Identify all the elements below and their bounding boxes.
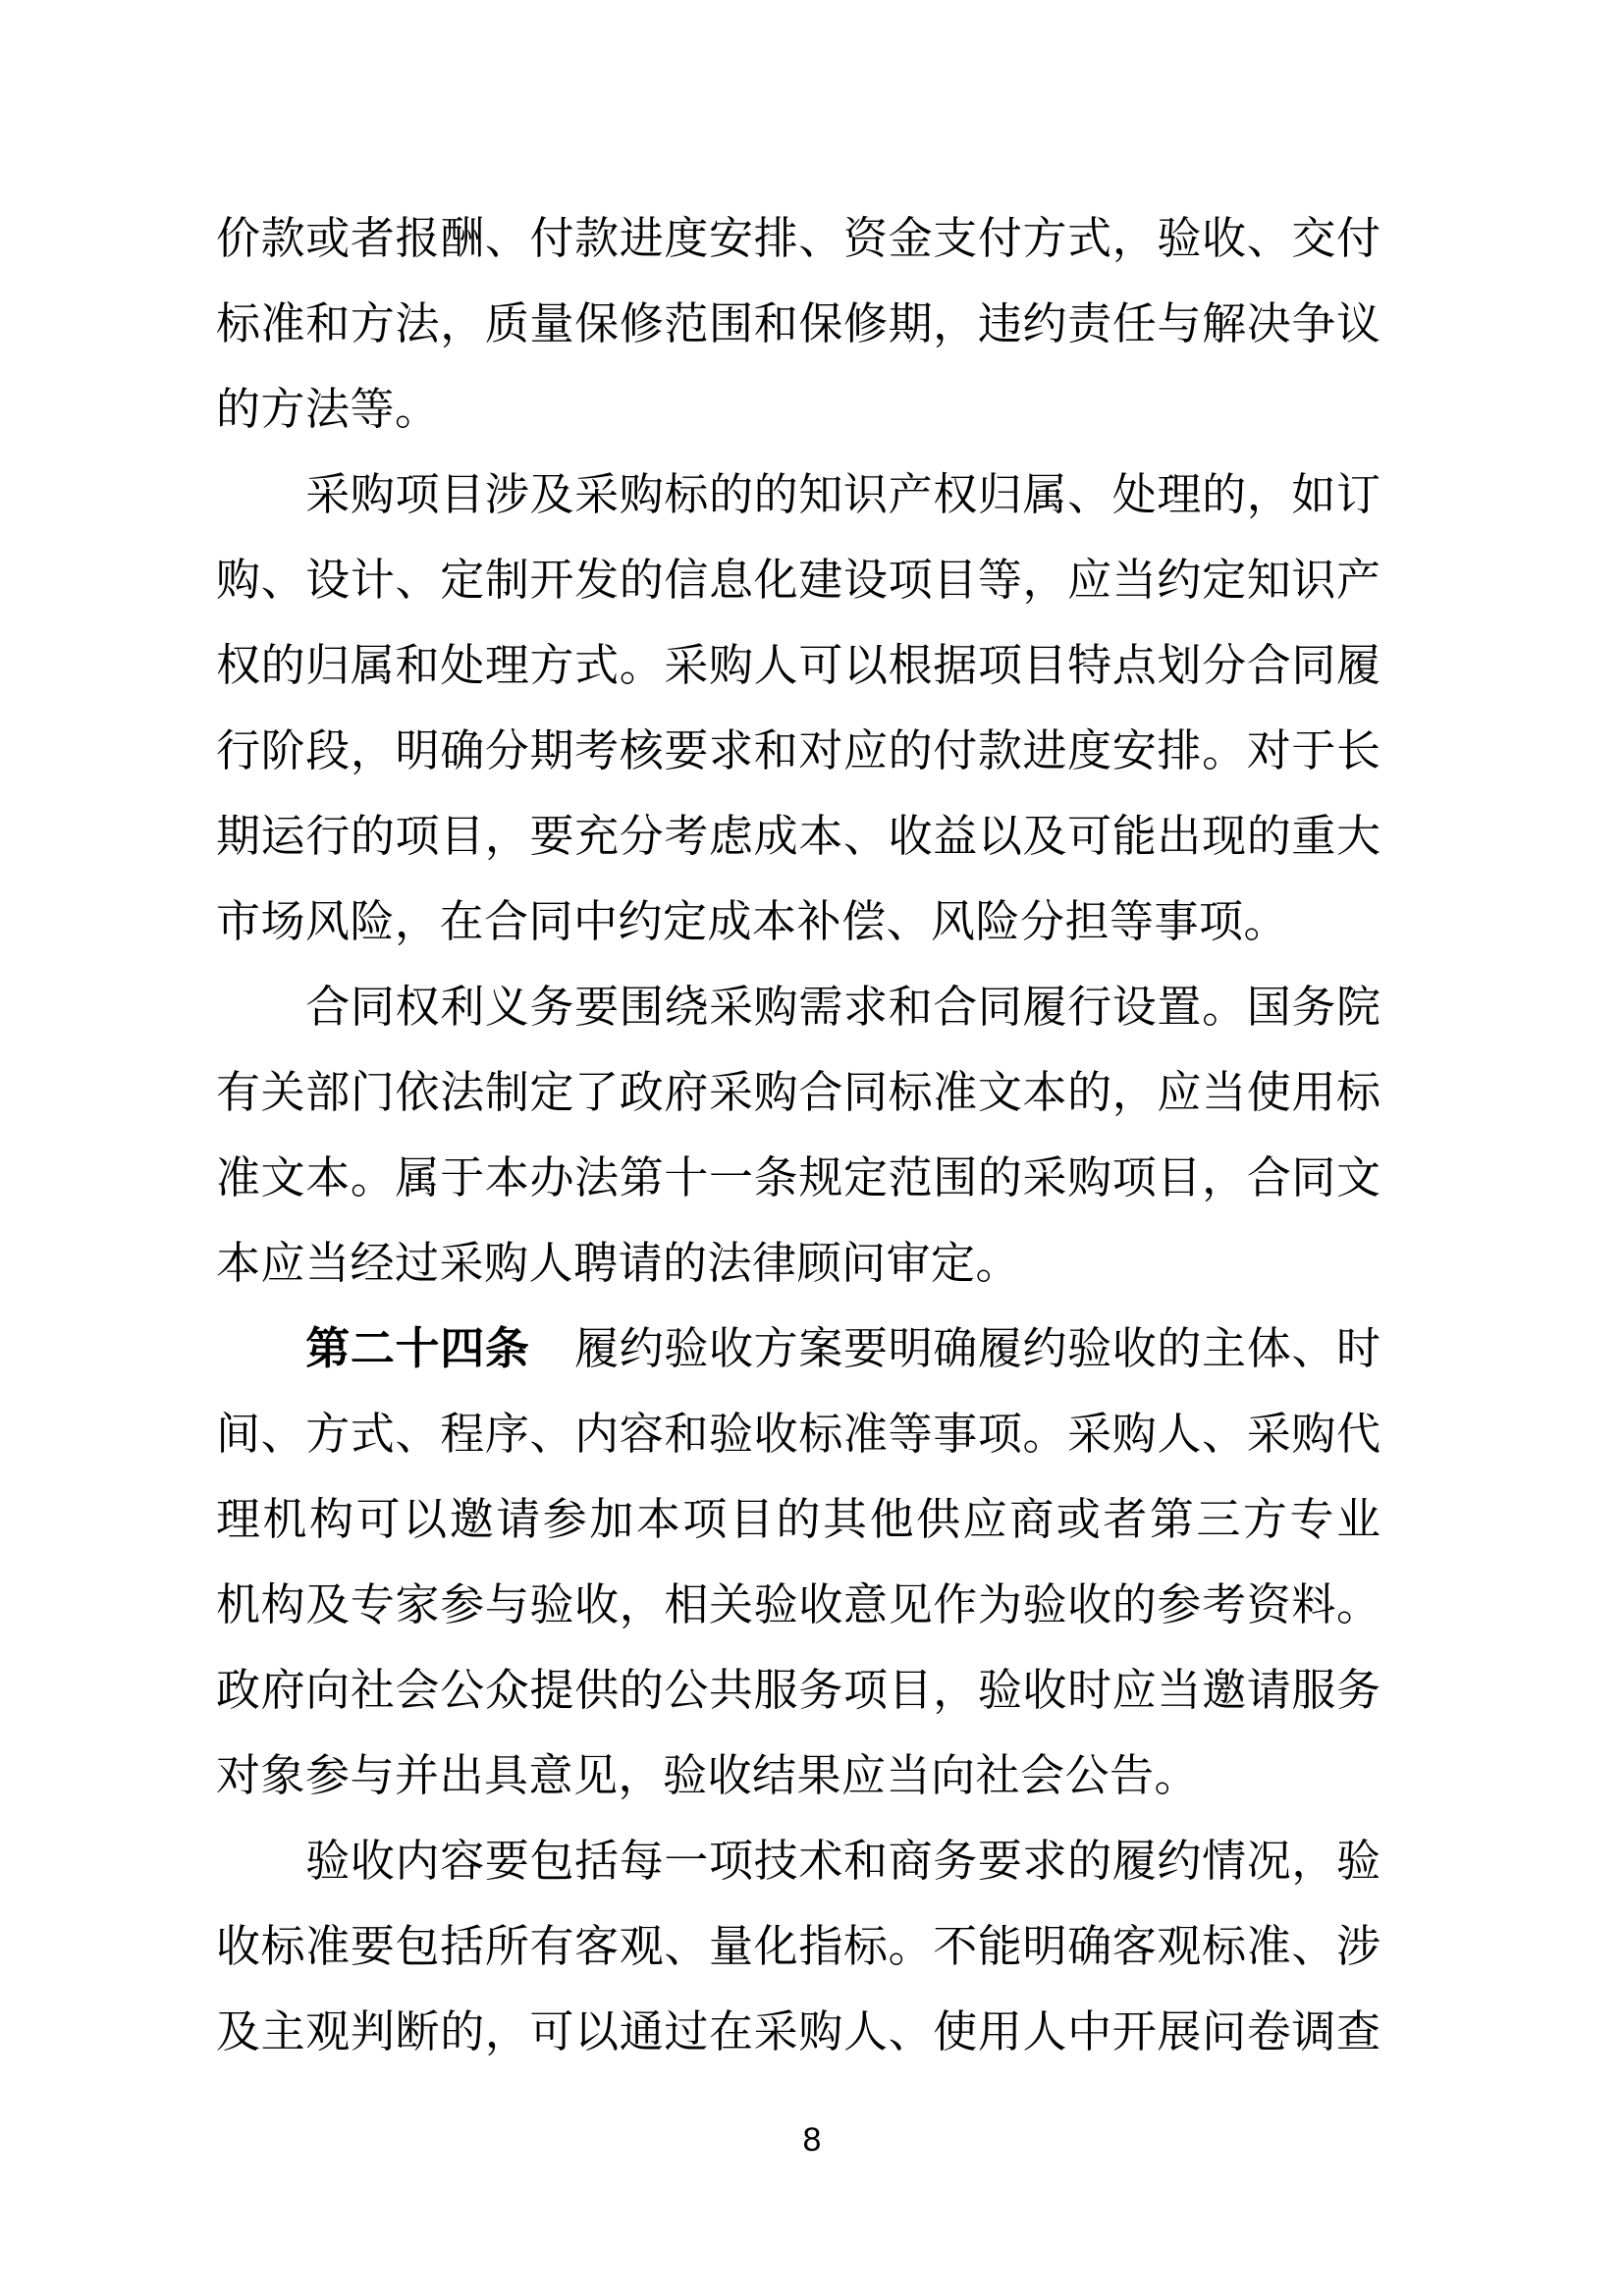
text-segment: 权的归属和处理方式。采购人可以根据项目特点划分合同履: [216, 641, 1380, 690]
text-line: [216, 196, 1380, 282]
text-segment: 期运行的项目，要充分考虑成本、收益以及可能出现的重大: [216, 812, 1380, 861]
text-segment: 合同权利义务要围绕采购需求和合同履行设置。国务院: [216, 983, 1380, 1032]
text-line: [216, 1050, 1380, 1136]
text-line: [216, 1819, 1380, 1904]
text-segment: [216, 1324, 305, 1373]
text-line: [216, 453, 1380, 538]
text-segment: 标准和方法，质量保修范围和保修期，违约责任与解决争议: [216, 299, 1380, 348]
text-line: [216, 1904, 1380, 1990]
text-segment: 本应当经过采购人聘请的法律顾问审定。: [216, 1239, 1021, 1288]
text-segment: 价款或者报酬、付款进度安排、资金支付方式，验收、交付: [216, 214, 1380, 263]
text-segment: 验收内容要包括每一项技术和商务要求的履约情况，验: [216, 1837, 1380, 1886]
text-line: [216, 880, 1380, 965]
text-segment: 及主观判断的，可以通过在采购人、使用人中开展问卷调查: [216, 2007, 1380, 2056]
text-line: [216, 623, 1380, 709]
text-segment: 收标准要包括所有客观、量化指标。不能明确客观标准、涉: [216, 1922, 1380, 1971]
text-line: [216, 1307, 1380, 1392]
text-segment: 市场风险，在合同中约定成本补偿、风险分担等事项。: [216, 897, 1289, 946]
text-line: [216, 1136, 1380, 1221]
text-line: [216, 1563, 1380, 1648]
text-line: [216, 794, 1380, 880]
text-line: [216, 282, 1380, 367]
text-segment: 行阶段，明确分期考核要求和对应的付款进度安排。对于长: [216, 726, 1380, 775]
text-line: [216, 965, 1380, 1050]
text-segment: 政府向社会公众提供的公共服务项目，验收时应当邀请服务: [216, 1666, 1380, 1715]
text-segment: 履约验收方案要明确履约验收的主体、时: [529, 1324, 1380, 1373]
text-segment: 采购项目涉及采购标的的知识产权归属、处理的，如订: [216, 470, 1380, 519]
text-line: [216, 1990, 1380, 2075]
text-line: [216, 1648, 1380, 1734]
text-segment: 对象参与并出具意见，验收结果应当向社会公告。: [216, 1751, 1200, 1800]
text-line: [216, 367, 1380, 453]
text-segment: 间、方式、程序、内容和验收标准等事项。采购人、采购代: [216, 1410, 1380, 1459]
page-number: 8: [802, 2121, 822, 2159]
text-segment: 机构及专家参与验收，相关验收意见作为验收的参考资料。: [216, 1580, 1380, 1629]
text-segment: 的方法等。: [216, 385, 440, 434]
text-line: [216, 1221, 1380, 1307]
text-line: [216, 709, 1380, 794]
text-segment: 理机构可以邀请参加本项目的其他供应商或者第三方专业: [216, 1495, 1380, 1544]
article-number-label: 第二十四条: [305, 1324, 530, 1373]
text-line: [216, 1734, 1380, 1819]
text-line: [216, 1392, 1380, 1477]
document-body: [216, 196, 1380, 2075]
text-segment: 有关部门依法制定了政府采购合同标准文本的，应当使用标: [216, 1068, 1380, 1117]
text-line: [216, 1477, 1380, 1563]
text-segment: 准文本。属于本办法第十一条规定范围的采购项目，合同文: [216, 1153, 1380, 1202]
text-line: [216, 538, 1380, 623]
text-segment: 购、设计、定制开发的信息化建设项目等，应当约定知识产: [216, 556, 1380, 605]
